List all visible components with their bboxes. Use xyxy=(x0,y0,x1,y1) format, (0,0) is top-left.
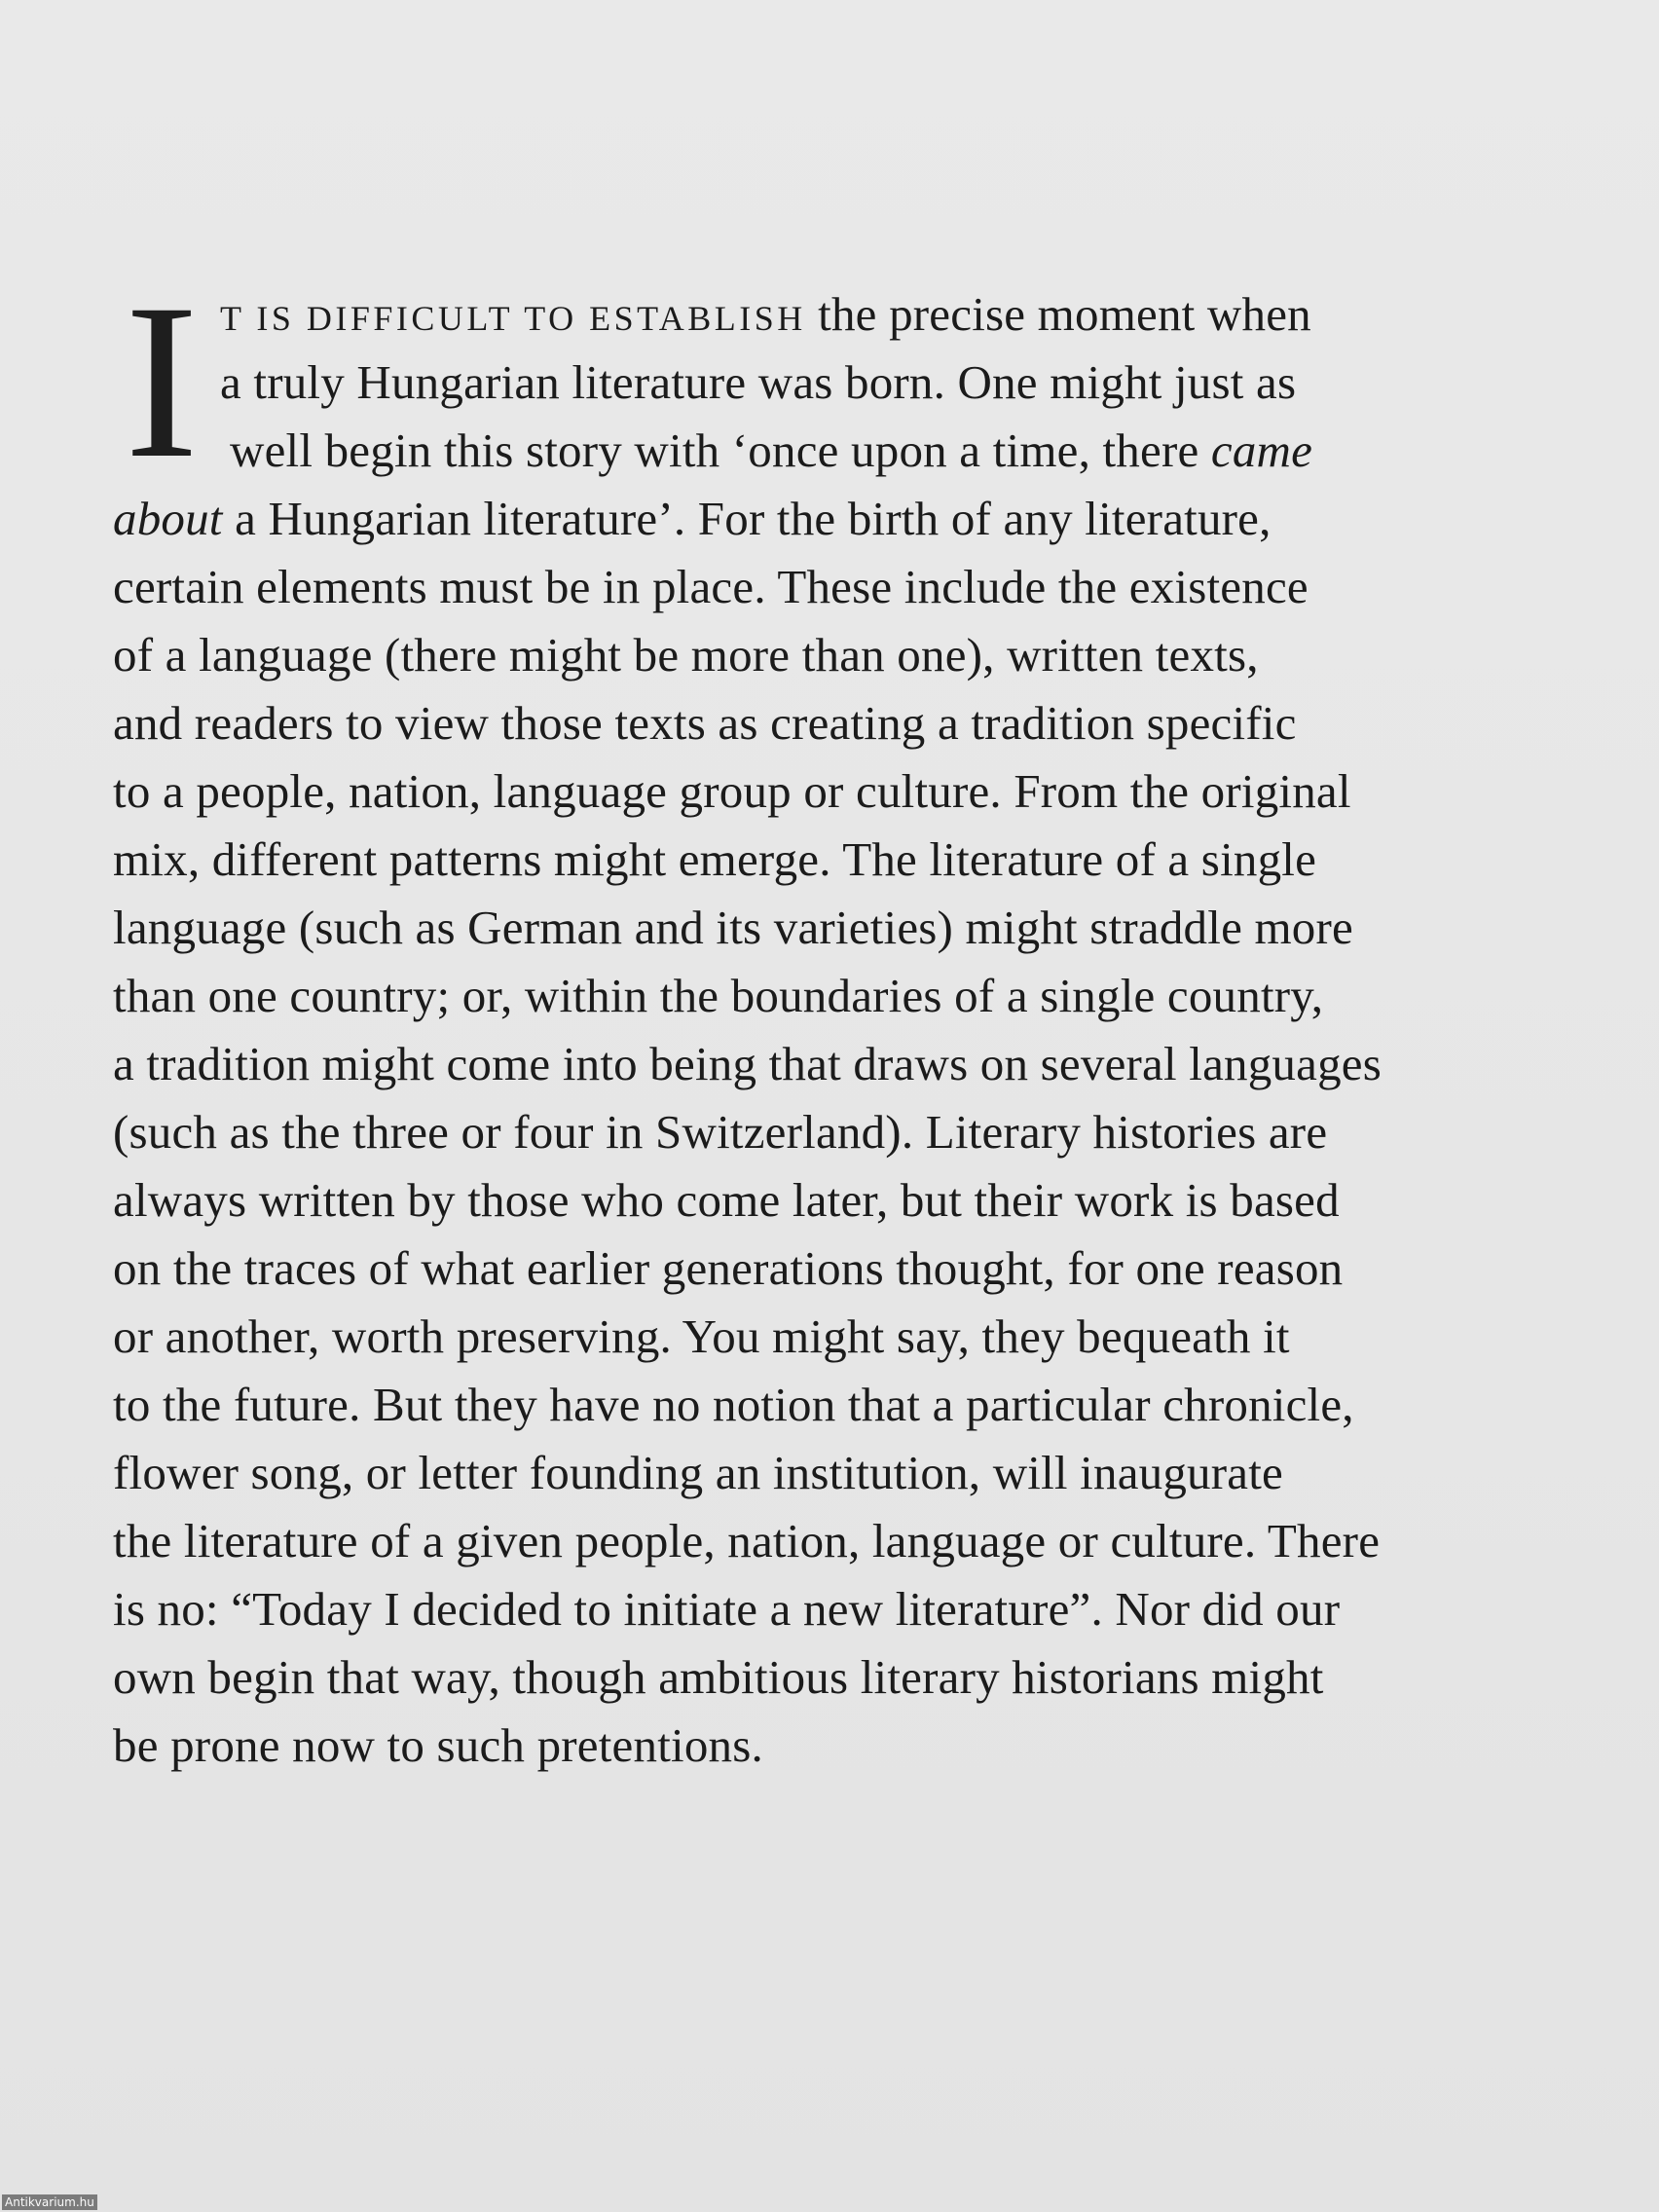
text-fragment: the precise moment when xyxy=(805,287,1311,341)
text-line xyxy=(113,280,1534,349)
text-line: to the future. But they have no notion that a particular chronicle, xyxy=(113,1378,1354,1431)
drop-cap: I xyxy=(125,259,199,504)
text-line xyxy=(113,417,1534,485)
opening-small-caps: T IS DIFFICULT TO ESTABLISH xyxy=(220,299,806,338)
text-line: on the traces of what earlier generations thought, for one reason xyxy=(113,1241,1344,1295)
text-fragment: well begin this story with ‘once upon a time, there xyxy=(230,424,1211,477)
text-line: own begin that way, though ambitious literary historians might xyxy=(113,1650,1324,1704)
text-line: a truly Hungarian literature was born. One might just as xyxy=(220,355,1297,409)
text-line: of a language (there might be more than one), written texts, xyxy=(113,628,1259,682)
text-line: the literature of a given people, nation, language or culture. There xyxy=(113,1514,1381,1567)
text-line: than one country; or, within the boundaries of a single country, xyxy=(113,969,1324,1022)
text-line: certain elements must be in place. These include the existence xyxy=(113,560,1309,613)
body-paragraph xyxy=(113,259,1534,1780)
text-line: mix, different patterns might emerge. The literature of a single xyxy=(113,832,1317,886)
text-line xyxy=(113,485,1534,553)
text-line: is no: “Today I decided to initiate a new literature”. Nor did our xyxy=(113,1582,1341,1636)
text-line: be prone now to such pretentions. xyxy=(113,1718,763,1772)
text-line: flower song, or letter founding an institution, will inaugurate xyxy=(113,1446,1283,1499)
italic-fragment: about xyxy=(113,492,223,545)
italic-fragment: came xyxy=(1210,424,1313,477)
text-line: and readers to view those texts as creating a tradition specific xyxy=(113,696,1297,750)
text-line: or another, worth preserving. You might say, they bequeath it xyxy=(113,1309,1290,1363)
text-fragment: a Hungarian literature’. For the birth of any literature, xyxy=(222,492,1272,545)
text-line: language (such as German and its varieties) might straddle more xyxy=(113,901,1353,954)
text-line: always written by those who come later, but their work is based xyxy=(113,1173,1340,1227)
text-line: to a people, nation, language group or culture. From the original xyxy=(113,764,1351,818)
watermark: Antikvarium.hu xyxy=(2,2194,97,2210)
text-line: a tradition might come into being that draws on several languages xyxy=(113,1037,1382,1090)
text-line: (such as the three or four in Switzerland). Literary histories are xyxy=(113,1105,1328,1159)
